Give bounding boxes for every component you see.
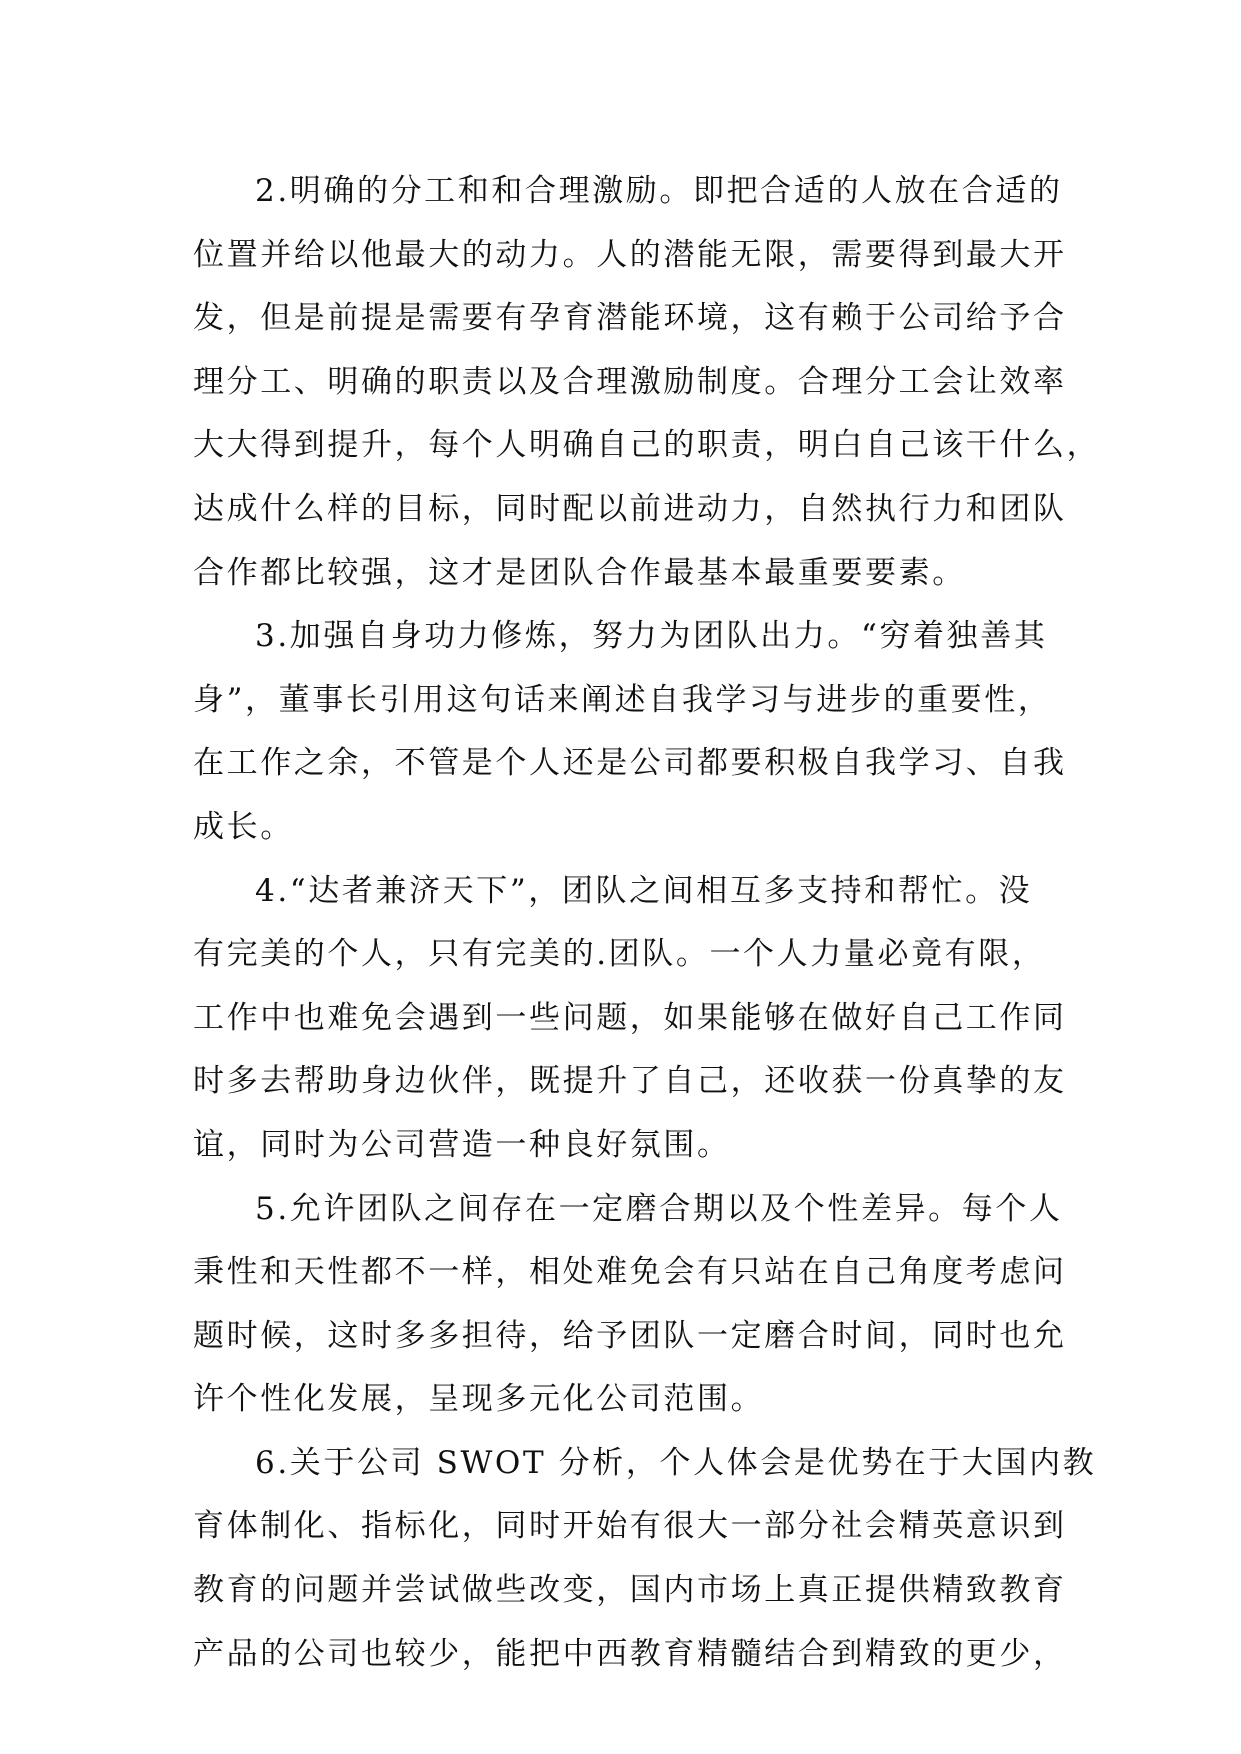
paragraph-line: 位置并给以他最大的动力。人的潜能无限，需要得到最大开 (193, 236, 1067, 273)
paragraph-line: 2.明确的分工和和合理激励。即把合适的人放在合适的 (255, 173, 1063, 209)
paragraph-5 (193, 1178, 1067, 1432)
paragraph-line: 秉性和天性都不一样，相处难免会有只站在自己角度考虑问 (193, 1254, 1067, 1291)
paragraph-6 (193, 1432, 1097, 1686)
paragraph-line: 教育的问题并尝试做些改变，国内市场上真正提供精致教育 (193, 1572, 1067, 1609)
paragraph-line: 合作都比较强，这才是团队合作最基本最重要要素。 (193, 554, 966, 591)
paragraph-line: 时多去帮助身边伙伴，既提升了自己，还收获一份真挚的友 (193, 1063, 1067, 1100)
paragraph-line: 工作中也难免会遇到一些问题，如果能够在做好自己工作同 (193, 999, 1067, 1036)
paragraph-line: 发，但是前提是需要有孕育潜能环境，这有赖于公司给予合 (193, 300, 1067, 337)
paragraph-line: 题时候，这时多多担待，给予团队一定磨合时间，同时也允 (193, 1317, 1067, 1354)
document-body (193, 160, 1101, 1686)
paragraph-line: 大大得到提升，每个人明确自己的职责，明白自己该干什么， (193, 427, 1101, 464)
paragraph-line: 在工作之余，不管是个人还是公司都要积极自我学习、自我 (193, 745, 1067, 782)
paragraph-line: 身”，董事长引用这句话来阐述自我学习与进步的重要性， (193, 681, 1052, 718)
paragraph-line: 理分工、明确的职责以及合理激励制度。合理分工会让效率 (193, 363, 1067, 400)
paragraph-line: 4.“达者兼济天下”，团队之间相互多支持和帮忙。没 (255, 872, 1033, 909)
paragraph-line: 3.加强自身功力修炼，努力为团队出力。“穷着独善其 (255, 618, 1048, 655)
paragraph-line: 有完美的个人，只有完美的.团队。一个人力量必竟有限， (193, 936, 1046, 973)
paragraph-line: 5.允许团队之间存在一定磨合期以及个性差异。每个人 (255, 1190, 1063, 1227)
paragraph-4 (193, 860, 1067, 1178)
paragraph-line: 许个性化发展，呈现多元化公司范围。 (193, 1381, 765, 1418)
paragraph-line: 产品的公司也较少，能把中西教育精髓结合到精致的更少， (193, 1635, 1067, 1672)
paragraph-2 (193, 160, 1101, 605)
paragraph-line: 谊，同时为公司营造一种良好氛围。 (193, 1126, 731, 1163)
paragraph-line: 达成什么样的目标，同时配以前进动力，自然执行力和团队 (193, 490, 1067, 527)
paragraph-line: 育体制化、指标化，同时开始有很大一部分社会精英意识到 (193, 1508, 1067, 1545)
paragraph-line: 6.关于公司 SWOT 分析，个人体会是优势在于大国内教 (255, 1444, 1097, 1481)
paragraph-line: 成长。 (193, 808, 294, 845)
paragraph-3 (193, 605, 1067, 859)
